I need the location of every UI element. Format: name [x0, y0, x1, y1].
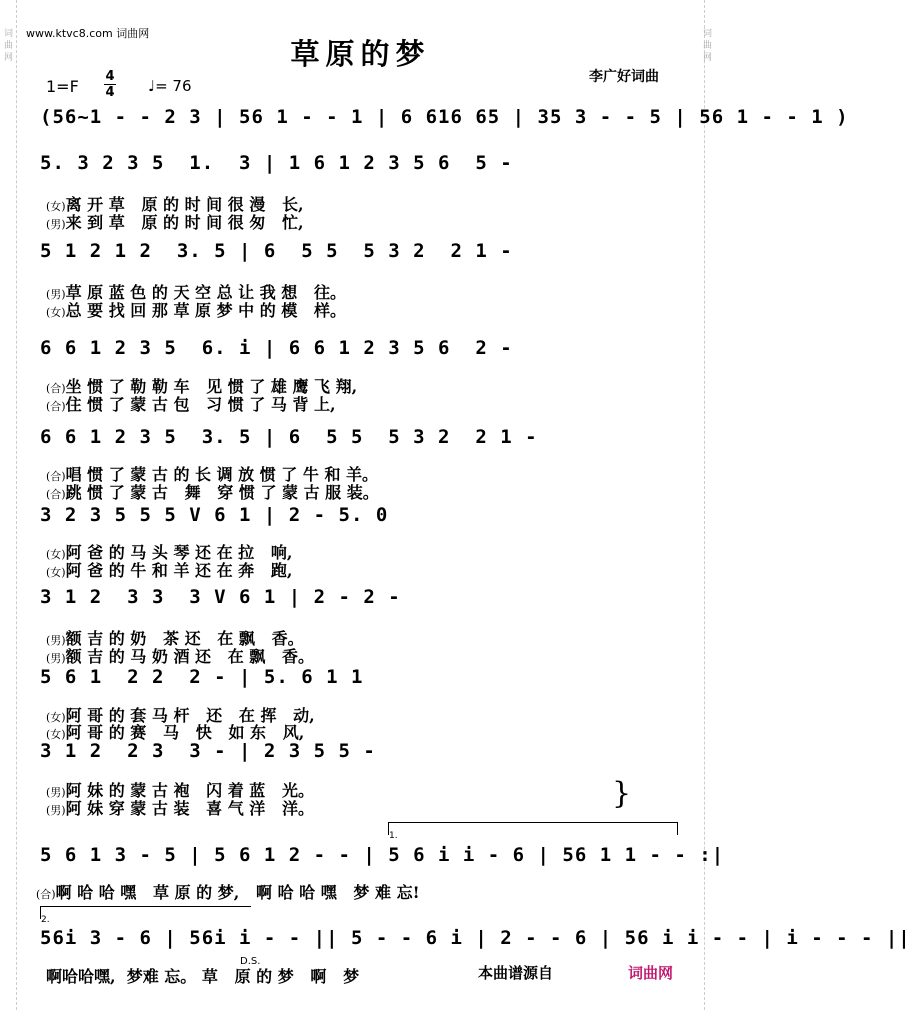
volta-first-ending [388, 822, 678, 841]
closing-brace: } [612, 776, 632, 811]
dal-segno: D.S. [240, 956, 261, 967]
time-signature [104, 70, 116, 99]
part-label: (合) [46, 400, 66, 413]
lyric-text: 啊哈哈嘿, 梦难 忘。 草 原 的 梦 啊 梦 [46, 967, 360, 986]
lyric-line-9 [36, 880, 420, 903]
lyric-line-1b [46, 210, 304, 233]
part-label: (女) [46, 548, 66, 561]
notes-line-2: 5 1 2 1 2 3. 5 | 6 5 5 5 3 2 2 1 - [40, 240, 513, 262]
lyric-text: 阿 爸 的 马 头 琴 还 在 拉 响, [65, 543, 293, 562]
part-label: (女) [46, 566, 66, 579]
source-note: 本曲谱源自 [478, 964, 554, 982]
site-url[interactable]: www.ktvc8.com 词曲网 [26, 27, 150, 40]
lyric-text: 唱 惯 了 蒙 古 的 长 调 放 惯 了 牛 和 羊。 [65, 465, 379, 484]
notes-line-7: 5 6 1 2 2 2 - | 5. 6 1 1 [40, 666, 364, 688]
lyric-text: 来 到 草 原 的 时 间 很 匆 忙, [65, 213, 304, 232]
meter-bottom: 4 [105, 85, 115, 100]
lyric-text: 阿 爸 的 牛 和 羊 还 在 奔 跑, [65, 561, 293, 580]
lyric-line-8b [46, 796, 314, 819]
lyric-line-2b [46, 298, 346, 321]
lyric-line-3b [46, 392, 336, 415]
lyric-text: 额 吉 的 马 奶 酒 还 在 飘 香。 [65, 647, 315, 666]
left-watermark: 词 曲 网 [4, 29, 14, 63]
part-label: (合) [46, 488, 66, 501]
lyric-text: 啊 哈 哈 嘿 草 原 的 梦, 啊 哈 哈 嘿 梦 难 忘! [55, 883, 420, 902]
lyric-text: 住 惯 了 蒙 古 包 习 惯 了 马 背 上, [65, 395, 336, 414]
lyric-text: 草 原 蓝 色 的 天 空 总 让 我 想 往。 [65, 283, 347, 302]
lyric-line-10 [46, 964, 359, 987]
lyric-text: 总 要 找 回 那 草 原 梦 中 的 模 样。 [65, 301, 347, 320]
lyric-text: 坐 惯 了 勒 勒 车 见 惯 了 雄 鹰 飞 翔, [65, 377, 358, 396]
volta-first-number: 1. [389, 831, 398, 841]
part-label: (男) [46, 218, 66, 231]
lyric-text: 阿 妹 的 蒙 古 袍 闪 着 蓝 光。 [65, 781, 315, 800]
lyric-text: 阿 妹 穿 蒙 古 装 喜 气 洋 洋。 [65, 799, 315, 818]
part-label: (合) [46, 382, 66, 395]
lyric-text: 离 开 草 原 的 时 间 很 漫 长, [65, 195, 304, 214]
page-title: 草原的梦 [290, 37, 431, 71]
lyric-text: 跳 惯 了 蒙 古 舞 穿 惯 了 蒙 古 服 装。 [65, 483, 379, 502]
volta-second-number: 2. [41, 915, 50, 925]
right-watermark: 词 曲 网 [703, 29, 713, 63]
tempo-mark: ♩= 76 [148, 77, 192, 95]
notes-line-8: 3 1 2 2 3 3 - | 2 3 5 5 - [40, 740, 376, 762]
part-label: (女) [46, 711, 66, 724]
lyric-line-4b [46, 480, 379, 503]
part-label: (男) [46, 786, 66, 799]
part-label: (女) [46, 200, 66, 213]
part-label: (女) [46, 728, 66, 741]
notes-line-5: 3 2 3 5 5 5 V 6 1 | 2 - 5. 0 [40, 504, 389, 526]
notes-line-6: 3 1 2 3 3 3 V 6 1 | 2 - 2 - [40, 586, 401, 608]
lyric-line-6b [46, 644, 314, 667]
part-label: (男) [46, 652, 66, 665]
lyric-text: 阿 哥 的 赛 马 快 如 东 风, [65, 723, 305, 742]
part-label: (合) [36, 888, 56, 901]
part-label: (合) [46, 470, 66, 483]
intro-notes: (56~1 - - 2 3 | 56 1 - - 1 | 6 616 65 | 35 3 - - 5 | 56 1 - - 1 ) [40, 106, 849, 128]
left-dashed-border [16, 0, 18, 1010]
notes-line-3: 6 6 1 2 3 5 6. i | 6 6 1 2 3 5 6 2 - [40, 337, 513, 359]
part-label: (男) [46, 288, 66, 301]
part-label: (男) [46, 804, 66, 817]
part-label: (女) [46, 306, 66, 319]
notes-line-1: 5. 3 2 3 5 1. 3 | 1 6 1 2 3 5 6 5 - [40, 152, 513, 174]
part-label: (男) [46, 634, 66, 647]
meter-top: 4 [105, 69, 115, 84]
notes-line-9: 5 6 1 3 - 5 | 5 6 1 2 - - | 5 6 i i - 6 | 56 1 1 - - :| [40, 844, 725, 866]
composer: 李广好词曲 [589, 69, 659, 85]
lyric-text: 额 吉 的 奶 茶 还 在 飘 香。 [65, 629, 304, 648]
notes-line-10: 56i 3 - 6 | 56i i - - || 5 - - 6 i | 2 - - 6 | 56 i i - - | i - - - || [40, 927, 911, 949]
volta-second-ending [40, 906, 251, 925]
lyric-line-5b [46, 558, 292, 581]
lyric-text: 阿 哥 的 套 马 杆 还 在 挥 动, [65, 706, 315, 725]
notes-line-4: 6 6 1 2 3 5 3. 5 | 6 5 5 5 3 2 2 1 - [40, 426, 538, 448]
key-signature: 1=F [46, 77, 79, 96]
brand-link[interactable]: 词曲网 [628, 964, 674, 982]
